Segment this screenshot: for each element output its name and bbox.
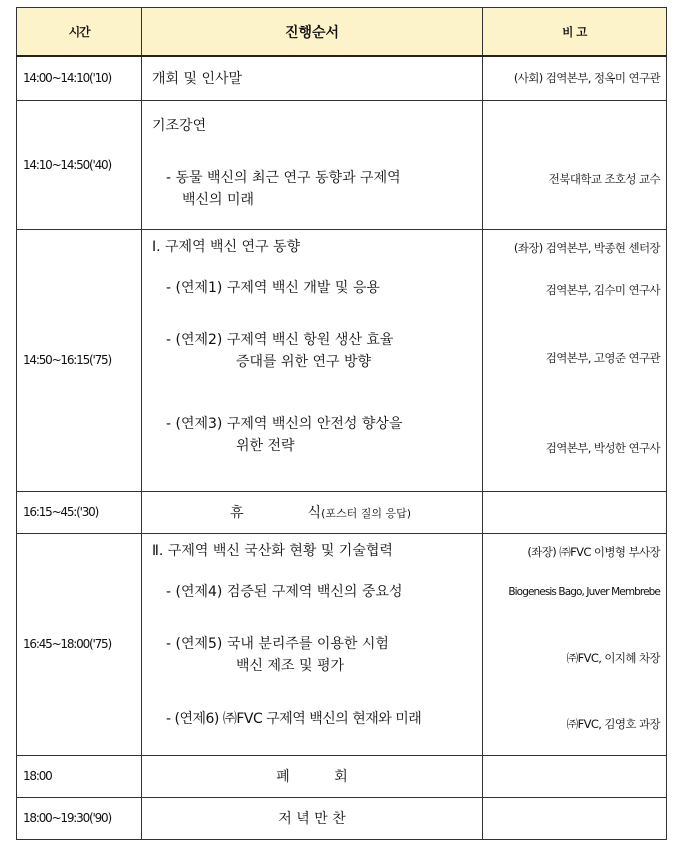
header-note: 비 고 <box>483 8 667 57</box>
break-sub: (포스터 질의 응답) <box>321 507 412 520</box>
header-program: 진행순서 <box>142 8 483 57</box>
lecture-item: - (연제3) 구제역 백신의 안전성 향상을 <box>166 415 403 432</box>
keynote-title: 기조강연 <box>152 117 207 134</box>
program-cell <box>142 229 483 491</box>
table-row <box>17 491 667 533</box>
program-cell <box>142 533 483 755</box>
time-cell: 18:00~19:30('90) <box>17 797 142 839</box>
program-cell <box>142 100 483 229</box>
note-cell <box>483 491 667 533</box>
lecture-item: - (연제4) 검증된 구제역 백신의 중요성 <box>166 583 403 600</box>
header-row <box>17 8 667 57</box>
speaker-note: ㈜FVC, 이지혜 차장 <box>566 650 660 665</box>
time-cell: 14:50~16:15('75) <box>17 229 142 491</box>
table-row <box>17 533 667 755</box>
keynote-item: - 동물 백신의 최근 연구 동향과 구제역 <box>166 169 401 186</box>
keynote-speaker: 전북대학교 조호성 교수 <box>548 171 660 186</box>
table-row <box>17 797 667 839</box>
table-row <box>17 229 667 491</box>
lecture-item: - (연제2) 구제역 백신 항원 생산 효율 <box>166 331 394 348</box>
time-cell: 16:45~18:00('75) <box>17 533 142 755</box>
time-cell: 18:00 <box>17 755 142 797</box>
lecture-item: - (연제1) 구제역 백신 개발 및 응용 <box>166 279 380 296</box>
schedule-table <box>16 7 667 840</box>
note-cell <box>483 797 667 839</box>
break-label: 휴 <box>230 505 244 521</box>
time-cell: 14:00~14:10('10) <box>17 56 142 100</box>
speaker-note: ㈜FVC, 김영호 과장 <box>566 716 660 731</box>
program-cell: 저 녁 만 찬 <box>142 797 483 839</box>
chair-note: (좌장) ㈜FVC 이병형 부사장 <box>527 544 660 559</box>
lecture-item-cont: 위한 전략 <box>236 437 295 454</box>
break-label-2: 식 <box>307 505 322 521</box>
note-cell <box>483 533 667 755</box>
note-cell <box>483 755 667 797</box>
speaker-note: 검역본부, 박성한 연구사 <box>545 440 660 455</box>
header-time: 시간 <box>17 8 142 57</box>
program-cell <box>142 491 483 533</box>
note-cell <box>483 100 667 229</box>
lecture-item: - (연제5) 국내 분리주를 이용한 시험 <box>166 635 389 652</box>
program-cell: 개회 및 인사말 <box>142 56 483 100</box>
table-row <box>17 100 667 229</box>
program-cell: 폐 회 <box>142 755 483 797</box>
section-title: Ⅱ. 구제역 백신 국산화 현황 및 기술협력 <box>152 542 393 559</box>
table-row <box>17 755 667 797</box>
note-cell: (사회) 검역본부, 정옥미 연구관 <box>483 56 667 100</box>
keynote-item-cont: 백신의 미래 <box>182 191 255 208</box>
note-cell <box>483 229 667 491</box>
speaker-note: Biogenesis Bago, Juver Membrebe <box>508 585 660 598</box>
lecture-item: - (연제6) ㈜FVC 구제역 백신의 현재와 미래 <box>166 710 422 727</box>
table-row <box>17 56 667 100</box>
speaker-note: 검역본부, 김수미 연구사 <box>545 282 660 297</box>
time-cell: 14:10~14:50('40) <box>17 100 142 229</box>
lecture-item-cont: 백신 제조 및 평가 <box>236 657 345 674</box>
lecture-item-cont: 증대를 위한 연구 방향 <box>236 353 372 370</box>
chair-note: (좌장) 검역본부, 박종현 센터장 <box>513 240 660 255</box>
speaker-note: 검역본부, 고영준 연구관 <box>545 350 660 365</box>
time-cell: 16:15~45:('30) <box>17 491 142 533</box>
section-title: Ⅰ. 구제역 백신 연구 동향 <box>152 238 301 255</box>
